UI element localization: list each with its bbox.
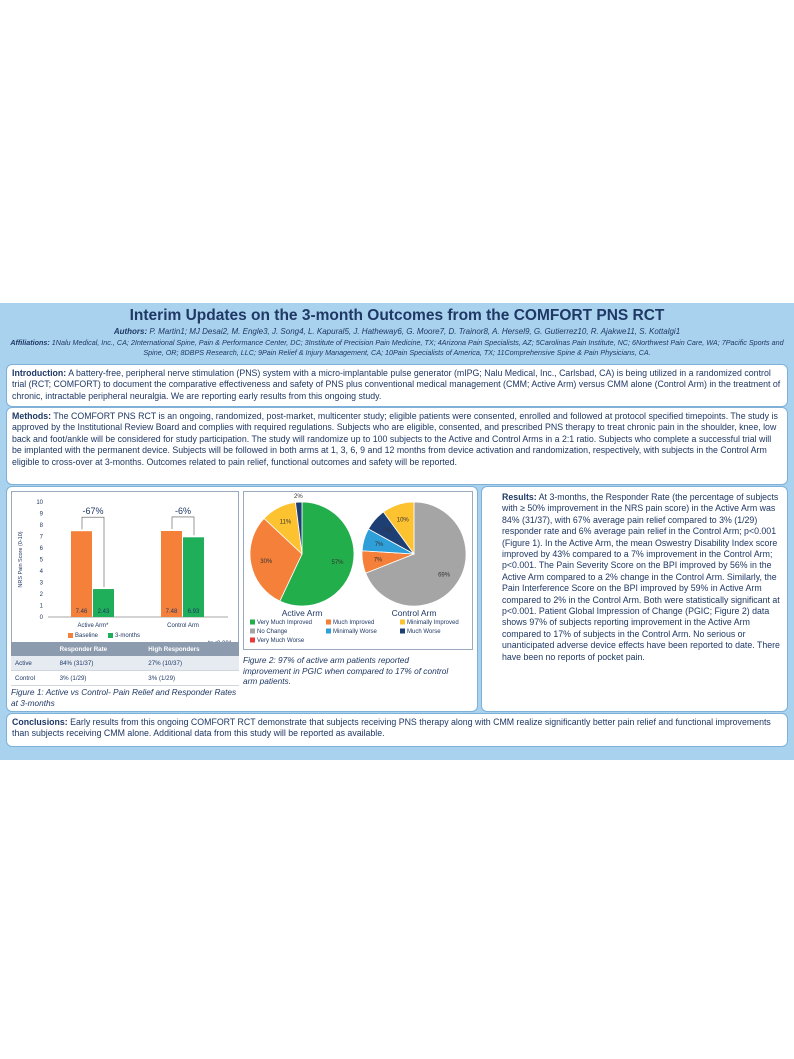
conclusions-box	[6, 713, 788, 747]
introduction-label: Introduction:	[12, 368, 67, 378]
bar-baseline-1	[161, 531, 182, 617]
bar-3-months-1	[183, 537, 204, 617]
pie-title: Control Arm	[391, 608, 437, 618]
table-cell: 27% (10/37)	[144, 656, 239, 671]
y-tick-label: 2	[39, 592, 43, 598]
figure1-table-wrap	[11, 642, 239, 686]
pie-legend-label: No Change	[257, 629, 288, 635]
pie-legend-label: Minimally Worse	[333, 629, 377, 635]
table-cell: 84% (31/37)	[56, 656, 145, 671]
figure2-chart-box	[243, 491, 473, 650]
results-box	[481, 486, 788, 712]
bar-baseline-0	[71, 531, 92, 617]
pie-data-label: 57%	[331, 559, 344, 566]
legend-swatch	[108, 633, 113, 638]
figure1-bar-chart	[12, 492, 238, 650]
authors-label: Authors:	[113, 327, 148, 336]
change-annotation: -6%	[174, 505, 192, 516]
legend-label: 3-months	[115, 633, 141, 639]
pie-legend-swatch	[400, 620, 405, 625]
pie-legend-swatch	[326, 629, 331, 634]
table-row	[11, 656, 239, 671]
y-tick-label: 4	[39, 569, 43, 575]
table-header-cell	[11, 642, 56, 656]
poster	[0, 303, 794, 760]
table-cell: Control	[11, 671, 56, 686]
bar-value-label: 6.93	[187, 609, 200, 615]
results-text: At 3-months, the Responder Rate (the percentage of subjects with ≥ 50% improvement in the NRS pain score) in the Active Arm was 84% (31/37), with 67% average pain relief compared to 3% (1/29) responder rate and 6% average pain relief in the Control Arm; p<0.001 (Figure 1). In the Active Arm, the mean Oswestry Disability Index score improved by 43% compared to a 7% improvement in the Control Arm; p<0.001. The Pain Severity Score on the BPI improved by 56% in the Active Arm compared to a 2% change in the Control Arm. Similarly, the Pain Interference Score on the BPI improved by 59% in Active Arm compared to 2% in the Control Arm. Both were statistically significant at p<0.001. Patient Global Impression of Change (PGIC; Figure 2) data shows 97% of subjects reporting improvement in the Active Arm compared to 17% of subjects in the Control Arm. No serious or unanticipated adverse device effects have been reported to date. There have been no reports of pocket pain.	[502, 492, 780, 662]
authors-text: P. Martin1; MJ Desai2, M. Engle3, J. Song4, L. Kapural5, J. Hatheway6, G. Moore7, D. Trainor8, A. Hersel9, G. Gutierrez10, R. Ajakwe11, S. Kottalgi1	[149, 327, 681, 336]
table-cell: 3% (1/29)	[56, 671, 145, 686]
bar-value-label: 2.43	[97, 609, 110, 615]
introduction-text: A battery-free, peripheral nerve stimulation (PNS) system with a micro-implantable pulse generator (mIPG; Nalu Medical, Inc., Carlsbad, CA) is being utilized in a randomized control trial (RCT; COMFORT) to document the comparative effectiveness and safety of PNS plus conventional medical management (CMM; Active Arm) versus CMM alone (Control Arm) in the treatment of chronic, intractable peripheral neuralgia. We are reporting early results from this ongoing study.	[12, 368, 781, 401]
pie-data-label: 10%	[396, 517, 409, 524]
pie-legend-swatch	[400, 629, 405, 634]
responder-table	[11, 642, 239, 686]
y-tick-label: 8	[39, 523, 43, 529]
figure1-caption: Figure 1: Active vs Control- Pain Relief and Responder Rates at 3-months	[11, 687, 237, 708]
figure1-chart-box	[11, 491, 239, 651]
pie-data-label: 11%	[279, 519, 292, 526]
pie-data-label: 30%	[260, 558, 273, 565]
authors-line	[0, 327, 794, 336]
methods-text: The COMFORT PNS RCT is an ongoing, randomized, post-market, multicenter study; eligible patients were consented, enrolled and followed at protocol specified timepoints. The study is approved by the Institutional Review Board and complies with required regulations. Subjects who are eligible, consented, and prescribed PNS therapy to treat chronic pain in the shoulder, knee, low back and foot/ankle will be considered for study participation. The study will randomize up to 100 subjects to the Active and Control Arms in a 2:1 ratio. Subjects who complete a successful trial will be implanted with the permanent device. Subjects will be followed in both arms at 1, 3, 6, 9 and 12 months from device activation and randomization, respectively, with subjects in the Control Arm eligible to cross-over at 3-months. Outcomes related to pain relief, functional outcomes and safety will be reported.	[12, 411, 778, 467]
pie-legend-label: Much Improved	[333, 620, 375, 626]
y-tick-label: 6	[39, 546, 43, 552]
pie-data-label: 7%	[382, 527, 392, 534]
affiliations-label: Affiliations:	[10, 338, 50, 347]
bar-value-label: 7.48	[165, 609, 178, 615]
pie-data-label: 2%	[294, 494, 303, 501]
introduction-box	[6, 364, 788, 407]
table-cell: 3% (1/29)	[144, 671, 239, 686]
figure2-pie-charts	[244, 492, 472, 649]
y-tick-label: 5	[39, 557, 43, 564]
legend-swatch	[68, 633, 73, 638]
change-annotation: -67%	[82, 506, 104, 517]
y-tick-label: 3	[39, 580, 43, 587]
table-header-cell: Responder Rate	[56, 642, 145, 656]
y-tick-label: 7	[39, 534, 43, 541]
methods-label: Methods:	[12, 411, 52, 421]
y-tick-label: 10	[36, 500, 43, 506]
pie-legend-swatch	[250, 638, 255, 643]
bar-value-label: 7.46	[75, 609, 88, 615]
pie-legend-swatch	[326, 620, 331, 625]
pie-legend-label: Very Much Improved	[257, 620, 313, 626]
pie-legend-label: Minimally Improved	[407, 620, 459, 626]
x-tick-label: Control Arm	[167, 623, 199, 629]
pie-data-label: 69%	[438, 572, 451, 579]
pie-title: Active Arm	[281, 608, 323, 618]
table-row	[11, 671, 239, 686]
figures-box	[6, 486, 478, 712]
y-tick-label: 0	[39, 615, 43, 621]
table-cell: Active	[11, 656, 56, 671]
pie-legend-label: Much Worse	[407, 629, 441, 635]
x-tick-label: Active Arm*	[77, 623, 109, 629]
y-axis-label: NRS Pain Score (0-10)	[18, 531, 24, 588]
pie-data-label: 7%	[373, 557, 383, 564]
pie-legend-swatch	[250, 620, 255, 625]
conclusions-text: Early results from this ongoing COMFORT RCT demonstrate that subjects receiving PNS therapy along with CMM realize significantly better pain relief and functional improvements than subjects receiving CMM alone. Additional data from this study will be reported as available.	[12, 717, 771, 739]
affiliations-line	[10, 338, 784, 358]
affiliations-text: 1Nalu Medical, Inc., CA; 2International Spine, Pain & Performance Center, DC; 3Institute of Precision Pain Medicine, TX; 4Arizona Pain Specialists, AZ; 5Carolinas Pain Institute, NC; 6Northwest Pain Care, WA; 7Pacific Sports and Spine, OR; 8DBPS Research, LLC; 9Pain Relief & Injury Management, CA; 10Pain Specialists of America, TX; 11Comprehensive Spine & Pain Physicians, CA.	[51, 338, 784, 357]
legend-label: Baseline	[75, 633, 99, 639]
y-tick-label: 1	[39, 603, 43, 610]
pie-data-label: 7%	[374, 541, 384, 548]
conclusions-label: Conclusions:	[12, 717, 68, 727]
methods-box	[6, 407, 788, 485]
table-header-cell: High Responders	[144, 642, 239, 656]
poster-title: Interim Updates on the 3-month Outcomes from the COMFORT PNS RCT	[129, 307, 665, 324]
pie-legend-swatch	[250, 629, 255, 634]
figure2-caption: Figure 2: 97% of active arm patients reported improvement in PGIC when compared to 17% of control arm patients.	[243, 655, 449, 686]
y-tick-label: 9	[39, 511, 43, 518]
pie-legend-label: Very Much Worse	[257, 638, 305, 644]
results-label: Results:	[502, 492, 537, 502]
